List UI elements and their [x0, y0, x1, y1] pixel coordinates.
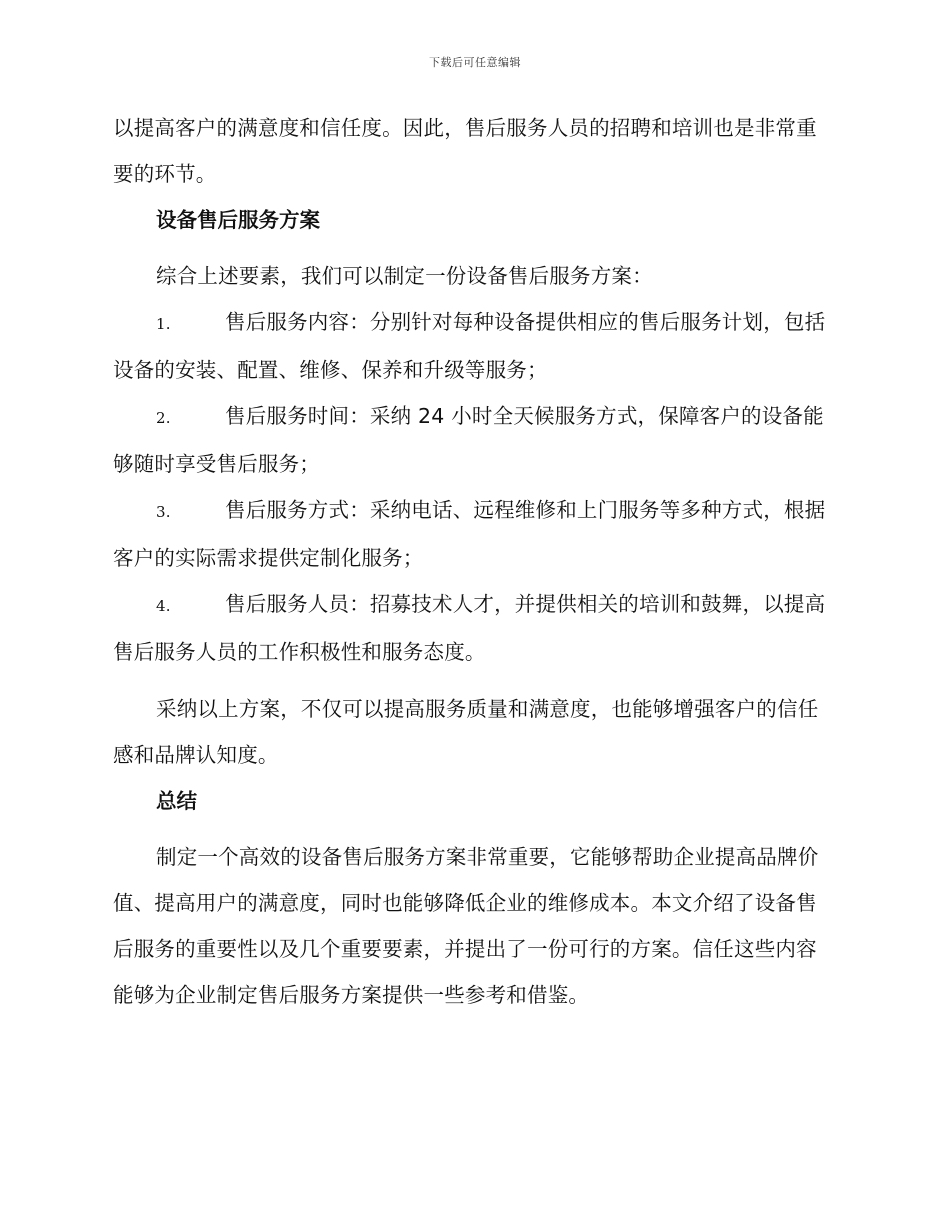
section-heading-plan: 设备售后服务方案 [156, 208, 320, 232]
plan-summary-paragraph: 采纳以上方案，不仅可以提高服务质量和满意度，也能够增强客户的信任感和品牌认知度。 [113, 697, 819, 767]
list-item [113, 393, 837, 487]
list-number: 2. [156, 409, 171, 427]
list-item-text: 售后服务时间：采纳 24 小时全天候服务方式，保障客户的设备能够随时享受售后服务； [113, 404, 824, 476]
list-item-text: 售后服务方式：采纳电话、远程维修和上门服务等多种方式，根据客户的实际需求提供定制化服务； [113, 498, 826, 570]
section-heading-summary: 总结 [156, 789, 197, 813]
list-number: 3. [156, 503, 171, 521]
list-item [113, 299, 837, 393]
list-item [113, 487, 837, 581]
list-item [113, 581, 837, 675]
conclusion-paragraph: 制定一个高效的设备售后服务方案非常重要，它能够帮助企业提高品牌价值、提高用户的满意度，同时也能够降低企业的维修成本。本文介绍了设备售后服务的重要性以及几个重要要素，并提出了一份可行的方案。信任这些内容能够为企业制定售后服务方案提供一些参考和借鉴。 [113, 845, 819, 1007]
document-body [113, 105, 837, 1018]
list-number: 4. [156, 597, 171, 615]
list-item-text: 售后服务内容：分别针对每种设备提供相应的售后服务计划，包括设备的安装、配置、维修、保养和升级等服务； [113, 310, 826, 382]
download-edit-note: 下载后可任意编辑 [429, 56, 521, 69]
intro-paragraph: 以提高客户的满意度和信任度。因此，售后服务人员的招聘和培训也是非常重要的环节。 [113, 116, 817, 186]
list-item-text: 售后服务人员：招募技术人才，并提供相关的培训和鼓舞，以提高售后服务人员的工作积极性和服务态度。 [113, 592, 826, 664]
list-number: 1. [156, 315, 171, 333]
plan-intro-paragraph: 综合上述要素，我们可以制定一份设备售后服务方案： [156, 264, 653, 288]
